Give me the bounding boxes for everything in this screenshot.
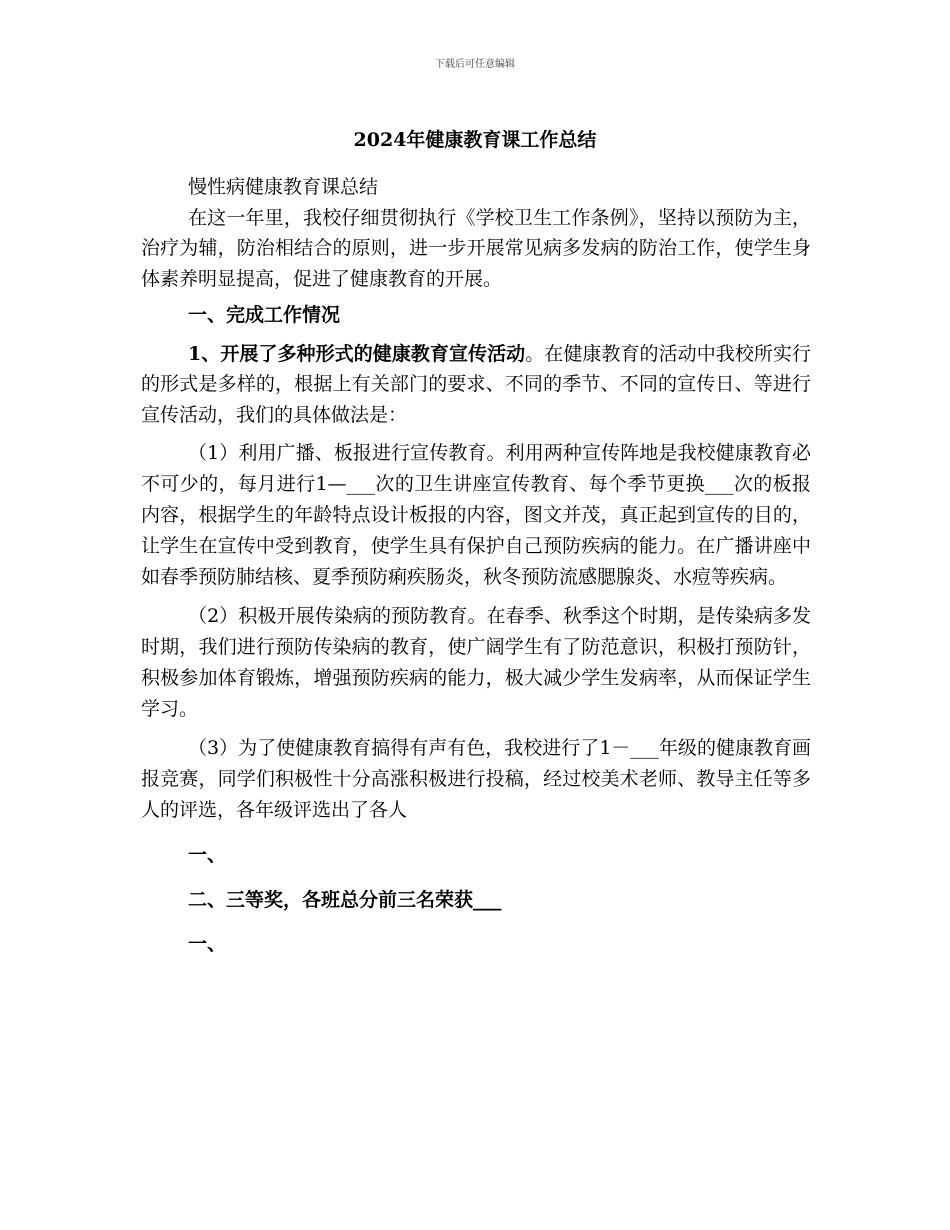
paragraph-3: （3）为了使健康教育搞得有声有色，我校进行了1－___年级的健康教育画报竞赛，同学们积极性十分高涨积极进行投稿，经过校美术老师、教导主任等多人的评选，各年级评选出了各人 [141,737,811,821]
page-header-note: 下载后可任意编辑 [435,59,515,70]
paragraph-1: （1）利用广播、板报进行宣传教育。利用两种宣传阵地是我校健康教育必不可少的，每月进行1—___次的卫生讲座宣传教育、每个季节更换___次的板报内容，根据学生的年龄特点设计板报的内容，图文并茂，真正起到宣传的目的，让学生在宣传中受到教育，使学生具有保护自己预防疾病的能力。在广播讲座中如春季预防肺结核、夏季预防痢疾肠炎，秋冬预防流感腮腺炎、水痘等疾病。 [141,442,811,588]
intro-paragraph: 在这一年里，我校仔细贯彻执行《学校卫生工作条例》，坚持以预防为主，治疗为辅，防治相结合的原则，进一步开展常见病多发病的防治工作，使学生身体素养明显提高，促进了健康教育的开展。 [141,206,811,290]
item-1-paragraph [141,339,811,431]
section-heading-1: 一、完成工作情况 [188,304,341,326]
paragraph-2: （2）积极开展传染病的预防教育。在春季、秋季这个时期，是传染病多发时期，我们进行预防传染病的教育，使广阔学生有了防范意识，积极打预防针，积极参加体育锻炼，增强预防疾病的能力，极大减少学生发病率，从而保证学生学习。 [141,605,811,720]
item-1-bold-lead: 1、开展了多种形式的健康教育宣传活动 [188,342,526,365]
document-body [141,172,811,960]
award-line-b: 二、三等奖，各班总分前三名荣获___ [188,888,502,911]
document-subtitle: 慢性病健康教育课总结 [188,176,379,198]
award-line-a: 一、 [188,844,227,866]
award-line-c: 一、 [188,933,227,955]
item-1-text: 。在健康教育的活动中我校所实行的形式是多样的，根据上有关部门的要求、不同的季节、不同的宣传日、等进行宣传活动，我们的具体做法是： [141,342,811,426]
document-title: 2024年健康教育课工作总结 [353,129,597,151]
